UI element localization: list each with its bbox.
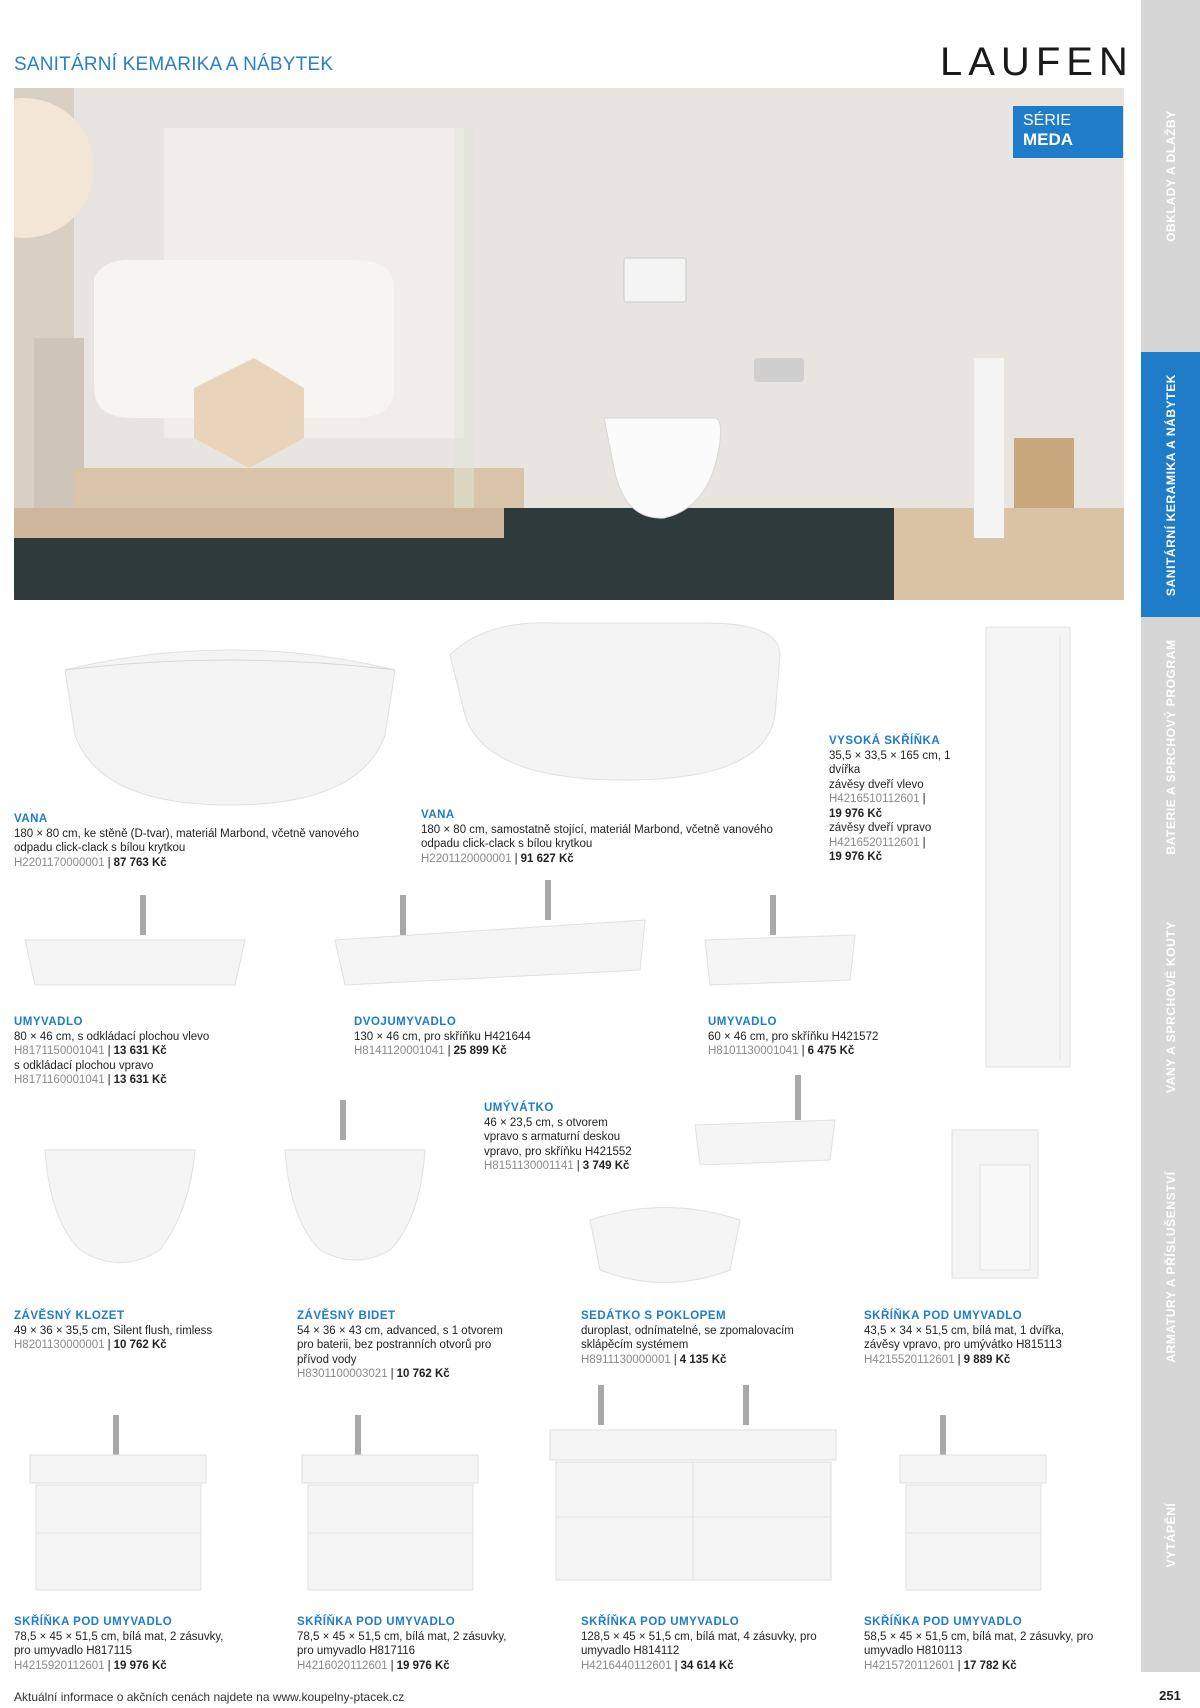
product-name: SEDÁTKO S POKLOPEM xyxy=(581,1310,727,1322)
series-name: MEDA xyxy=(1023,130,1074,149)
bathtub-freestanding-image xyxy=(445,615,785,785)
page-number: 251 xyxy=(1159,1688,1181,1703)
product-vanity-cabinet-1: SKŘÍŇKA POD UMYVADLO 78,5 × 45 × 51,5 cm, bílá mat, 2 zásuvky, pro umyvadlo H817115 H4215920112601 | 19 976 Kč xyxy=(14,1615,284,1673)
product-desc: vpravo, pro skříňku H421552 xyxy=(484,1145,632,1158)
product-desc: duroplast, odnímatelné, se zpomalovacím xyxy=(581,1324,794,1337)
washbasin-60-image xyxy=(700,895,860,995)
side-tab-obklady[interactable] xyxy=(1141,0,1200,352)
product-option: závěsy dveří vlevo xyxy=(829,778,924,791)
side-tab-label: SANITÁRNÍ KERAMIKA A NÁBYTEK xyxy=(1163,373,1178,596)
product-price: 3 749 Kč xyxy=(582,1160,630,1172)
product-price: 19 976 Kč xyxy=(113,1659,167,1672)
product-washbasin-60: UMYVADLO 60 × 46 cm, pro skříňku H421572 H8101130001041 | 6 475 Kč xyxy=(708,1015,1008,1059)
product-price: 19 976 Kč xyxy=(829,851,883,863)
product-small-washbasin: UMÝVÁTKO 46 × 23,5 cm, s otvorem vpravo s armaturní deskou vpravo, pro skříňku H421552 H8151130001141 | 3 749 Kč xyxy=(484,1101,704,1174)
product-code: H4215520112601 xyxy=(864,1353,955,1366)
product-code: H8301100003021 xyxy=(297,1368,388,1380)
product-name: DVOJUMYVADLO xyxy=(354,1016,457,1028)
product-code: H2201170000001 xyxy=(14,856,105,869)
product-code: H8171160001041 xyxy=(14,1074,105,1086)
vanity-cabinet-128-image xyxy=(548,1385,838,1585)
product-desc: 54 × 36 × 43 cm, advanced, s 1 otvorem xyxy=(297,1324,503,1337)
product-desc: 46 × 23,5 cm, s otvorem xyxy=(484,1116,608,1129)
product-price: 25 899 Kč xyxy=(453,1045,507,1057)
product-desc: pro umyvadlo H817116 xyxy=(297,1645,416,1657)
product-desc: 78,5 × 45 × 51,5 cm, bílá mat, 2 zásuvky, xyxy=(14,1630,224,1643)
product-desc: umyvadlo H810113 xyxy=(864,1645,963,1657)
hero-bathroom-photo xyxy=(14,88,1124,600)
product-name: VANA xyxy=(14,813,48,825)
footer-note: Aktuální informace o akčních cenách najdete na www.koupelny-ptacek.cz xyxy=(14,1690,405,1704)
product-desc: vpravo s armaturní deskou xyxy=(484,1131,621,1143)
product-desc: přívod vody xyxy=(297,1353,357,1366)
side-tab-vany[interactable] xyxy=(1141,877,1200,1137)
product-price: 87 763 Kč xyxy=(113,856,167,869)
product-desc: umyvadlo H814112 xyxy=(581,1645,680,1657)
product-tall-cabinet: VYSOKÁ SKŘÍŇKA 35,5 × 33,5 × 165 cm, 1 dvířka závěsy dveří vlevo H4216510112601 | 19 976 Kč závěsy dveří vpravo H4216520112601 | 19 976 Kč xyxy=(829,734,969,865)
product-desc: pro baterii, bez postranních otvorů pro xyxy=(297,1339,492,1351)
product-desc: 130 × 46 cm, pro skříňku H421644 xyxy=(354,1030,531,1043)
product-desc: 43,5 × 34 × 51,5 cm, bílá mat, 1 dvířka, xyxy=(864,1324,1065,1337)
product-code: H2201120000001 xyxy=(421,852,512,865)
product-desc: 128,5 × 45 × 51,5 cm, bílá mat, 4 zásuvky, pro xyxy=(581,1630,817,1643)
product-code: H4216440112601 xyxy=(581,1659,672,1672)
product-desc: 60 × 46 cm, pro skříňku H421572 xyxy=(708,1030,879,1043)
product-desc: 58,5 × 45 × 51,5 cm, bílá mat, 2 zásuvky, pro xyxy=(864,1630,1094,1643)
product-desc: závěsy vpravo, pro umývátko H815113 xyxy=(864,1339,1062,1351)
product-vanity-cabinet-2: SKŘÍŇKA POD UMYVADLO 78,5 × 45 × 51,5 cm, bílá mat, 2 zásuvky, pro umyvadlo H817116 H4216020112601 | 19 976 Kč xyxy=(297,1615,567,1673)
toilet-seat-image xyxy=(585,1205,745,1290)
side-tab-label: OBKLADY A DLAŽBY xyxy=(1163,110,1178,242)
product-code: H4216510112601 xyxy=(829,793,920,805)
product-price: 19 976 Kč xyxy=(396,1659,450,1672)
page-title: SANITÁRNÍ KEMARIKA A NÁBYTEK xyxy=(14,54,334,75)
side-tab-vytapeni[interactable] xyxy=(1141,1397,1200,1672)
wall-toilet-image xyxy=(40,1140,200,1280)
side-tab-armatury[interactable] xyxy=(1141,1137,1200,1397)
product-code: H8171150001041 xyxy=(14,1045,105,1057)
product-desc: 180 × 80 cm, samostatně stojící, materiál Marbond, včetně vanového odpadu click-clack s bílou krytkou xyxy=(421,823,773,850)
product-desc: 49 × 36 × 35,5 cm, Silent flush, rimless xyxy=(14,1324,213,1337)
product-name: ZÁVĚSNÝ KLOZET xyxy=(14,1310,125,1322)
side-tab-label: BATERIE A SPRCHOVÝ PROGRAM xyxy=(1163,639,1178,855)
product-name: VYSOKÁ SKŘÍŇKA xyxy=(829,735,941,747)
product-small-vanity-cabinet: SKŘÍŇKA POD UMYVADLO 43,5 × 34 × 51,5 cm, bílá mat, 1 dvířka, závěsy vpravo, pro umývátko H815113 H4215520112601 | 9 889 Kč xyxy=(864,1309,1134,1367)
small-vanity-cabinet-image xyxy=(950,1120,1040,1280)
product-price: 19 976 Kč xyxy=(829,807,883,820)
vanity-cabinet-78-a-image xyxy=(28,1415,208,1595)
brand-logo: LAUFEN xyxy=(940,40,1134,84)
product-vana-freestanding: VANA 180 × 80 cm, samostatně stojící, materiál Marbond, včetně vanového odpadu click-clack s bílou krytkou H2201120000001 | 91 627 Kč xyxy=(421,808,781,866)
product-code: H8911130000001 xyxy=(581,1353,671,1366)
product-code: H4216520112601 xyxy=(829,836,920,849)
bathtub-d-shape-image xyxy=(60,640,400,810)
product-desc: 35,5 × 33,5 × 165 cm, 1 dvířka xyxy=(829,749,951,776)
product-desc: 78,5 × 45 × 51,5 cm, bílá mat, 2 zásuvky, xyxy=(297,1630,507,1643)
product-price: 10 762 Kč xyxy=(113,1339,167,1351)
product-price: 91 627 Kč xyxy=(520,852,574,865)
side-tab-label: VANY A SPRCHOVÉ KOUTY xyxy=(1163,921,1178,1093)
product-code: H8151130001141 xyxy=(484,1160,574,1172)
product-desc: 180 × 80 cm, ke stěně (D-tvar), materiál Marbond, včetně vanového odpadu click-clack s bílou krytkou xyxy=(14,827,359,854)
product-code: H8201130000001 xyxy=(14,1339,105,1351)
product-price: 17 782 Kč xyxy=(963,1659,1017,1672)
side-tab-label: VYTÁPĚNÍ xyxy=(1163,1502,1178,1567)
product-name: SKŘÍŇKA POD UMYVADLO xyxy=(297,1616,456,1628)
product-price: 4 135 Kč xyxy=(679,1353,727,1366)
series-label: SÉRIE xyxy=(1023,112,1072,129)
product-name: UMYVADLO xyxy=(708,1016,777,1028)
product-vana-d-shape: VANA 180 × 80 cm, ke stěně (D-tvar), materiál Marbond, včetně vanového odpadu click-clack s bílou krytkou H2201170000001 | 87 763 Kč xyxy=(14,812,374,870)
product-toilet-seat: SEDÁTKO S POKLOPEM duroplast, odnímatelné, se zpomalovacím sklápěcím systémem H8911130000001 | 4 135 Kč xyxy=(581,1309,851,1367)
product-code: H4215920112601 xyxy=(14,1659,105,1672)
vanity-cabinet-78-b-image xyxy=(300,1415,480,1595)
side-tab-label: ARMATURY A PŘÍSLUŠENSTVÍ xyxy=(1163,1171,1178,1363)
side-tab-sanitarni[interactable] xyxy=(1141,352,1200,617)
side-tab-baterie[interactable] xyxy=(1141,617,1200,877)
product-option: s odkládací plochou vpravo xyxy=(14,1059,154,1072)
vanity-cabinet-58-image xyxy=(898,1415,1048,1595)
product-option: závěsy dveří vpravo xyxy=(829,822,932,834)
product-price: 9 889 Kč xyxy=(963,1353,1011,1366)
product-name: SKŘÍŇKA POD UMYVADLO xyxy=(864,1616,1023,1628)
product-name: SKŘÍŇKA POD UMYVADLO xyxy=(581,1616,740,1628)
wall-bidet-image xyxy=(280,1100,430,1280)
product-price: 10 762 Kč xyxy=(396,1368,450,1380)
double-washbasin-image xyxy=(330,880,650,990)
product-price: 6 475 Kč xyxy=(807,1045,855,1057)
washbasin-80-image xyxy=(20,895,250,995)
product-desc: 80 × 46 cm, s odkládací plochou vlevo xyxy=(14,1030,210,1043)
product-vanity-cabinet-4: SKŘÍŇKA POD UMYVADLO 58,5 × 45 × 51,5 cm, bílá mat, 2 zásuvky, pro umyvadlo H810113 H4215720112601 | 17 782 Kč xyxy=(864,1615,1134,1673)
product-name: SKŘÍŇKA POD UMYVADLO xyxy=(864,1310,1023,1322)
product-code: H4216020112601 xyxy=(297,1659,388,1672)
product-double-washbasin: DVOJUMYVADLO 130 × 46 cm, pro skříňku H421644 H8141120001041 | 25 899 Kč xyxy=(354,1015,654,1059)
product-desc: sklápěcím systémem xyxy=(581,1339,689,1351)
product-vanity-cabinet-3: SKŘÍŇKA POD UMYVADLO 128,5 × 45 × 51,5 cm, bílá mat, 4 zásuvky, pro umyvadlo H814112 H4216440112601 | 34 614 Kč xyxy=(581,1615,861,1673)
product-name: UMÝVÁTKO xyxy=(484,1102,554,1114)
side-tab-bar xyxy=(1141,0,1200,1672)
tall-cabinet-image xyxy=(984,625,1074,1070)
product-code: H8141120001041 xyxy=(354,1045,445,1057)
series-badge xyxy=(1013,106,1123,158)
product-name: ZÁVĚSNÝ BIDET xyxy=(297,1310,396,1322)
product-wall-bidet: ZÁVĚSNÝ BIDET 54 × 36 × 43 cm, advanced, s 1 otvorem pro baterii, bez postranních otvorů pro přívod vody H8301100003021 | 10 762 Kč xyxy=(297,1309,567,1382)
product-name: UMYVADLO xyxy=(14,1016,83,1028)
product-washbasin-80: UMYVADLO 80 × 46 cm, s odkládací plochou vlevo H8171150001041 | 13 631 Kč s odkládací plochou vpravo H8171160001041 | 13 631 Kč xyxy=(14,1015,314,1088)
product-price: 34 614 Kč xyxy=(680,1659,734,1672)
product-desc: pro umyvadlo H817115 xyxy=(14,1645,133,1657)
product-price: 13 631 Kč xyxy=(113,1074,167,1086)
product-code: H4215720112601 xyxy=(864,1659,955,1672)
product-price: 13 631 Kč xyxy=(113,1045,167,1057)
product-wall-toilet: ZÁVĚSNÝ KLOZET 49 × 36 × 35,5 cm, Silent flush, rimless H8201130000001 | 10 762 Kč xyxy=(14,1309,284,1353)
small-washbasin-image xyxy=(690,1075,840,1165)
product-name: VANA xyxy=(421,809,455,821)
product-name: SKŘÍŇKA POD UMYVADLO xyxy=(14,1616,173,1628)
product-code: H8101130001041 xyxy=(708,1045,799,1057)
